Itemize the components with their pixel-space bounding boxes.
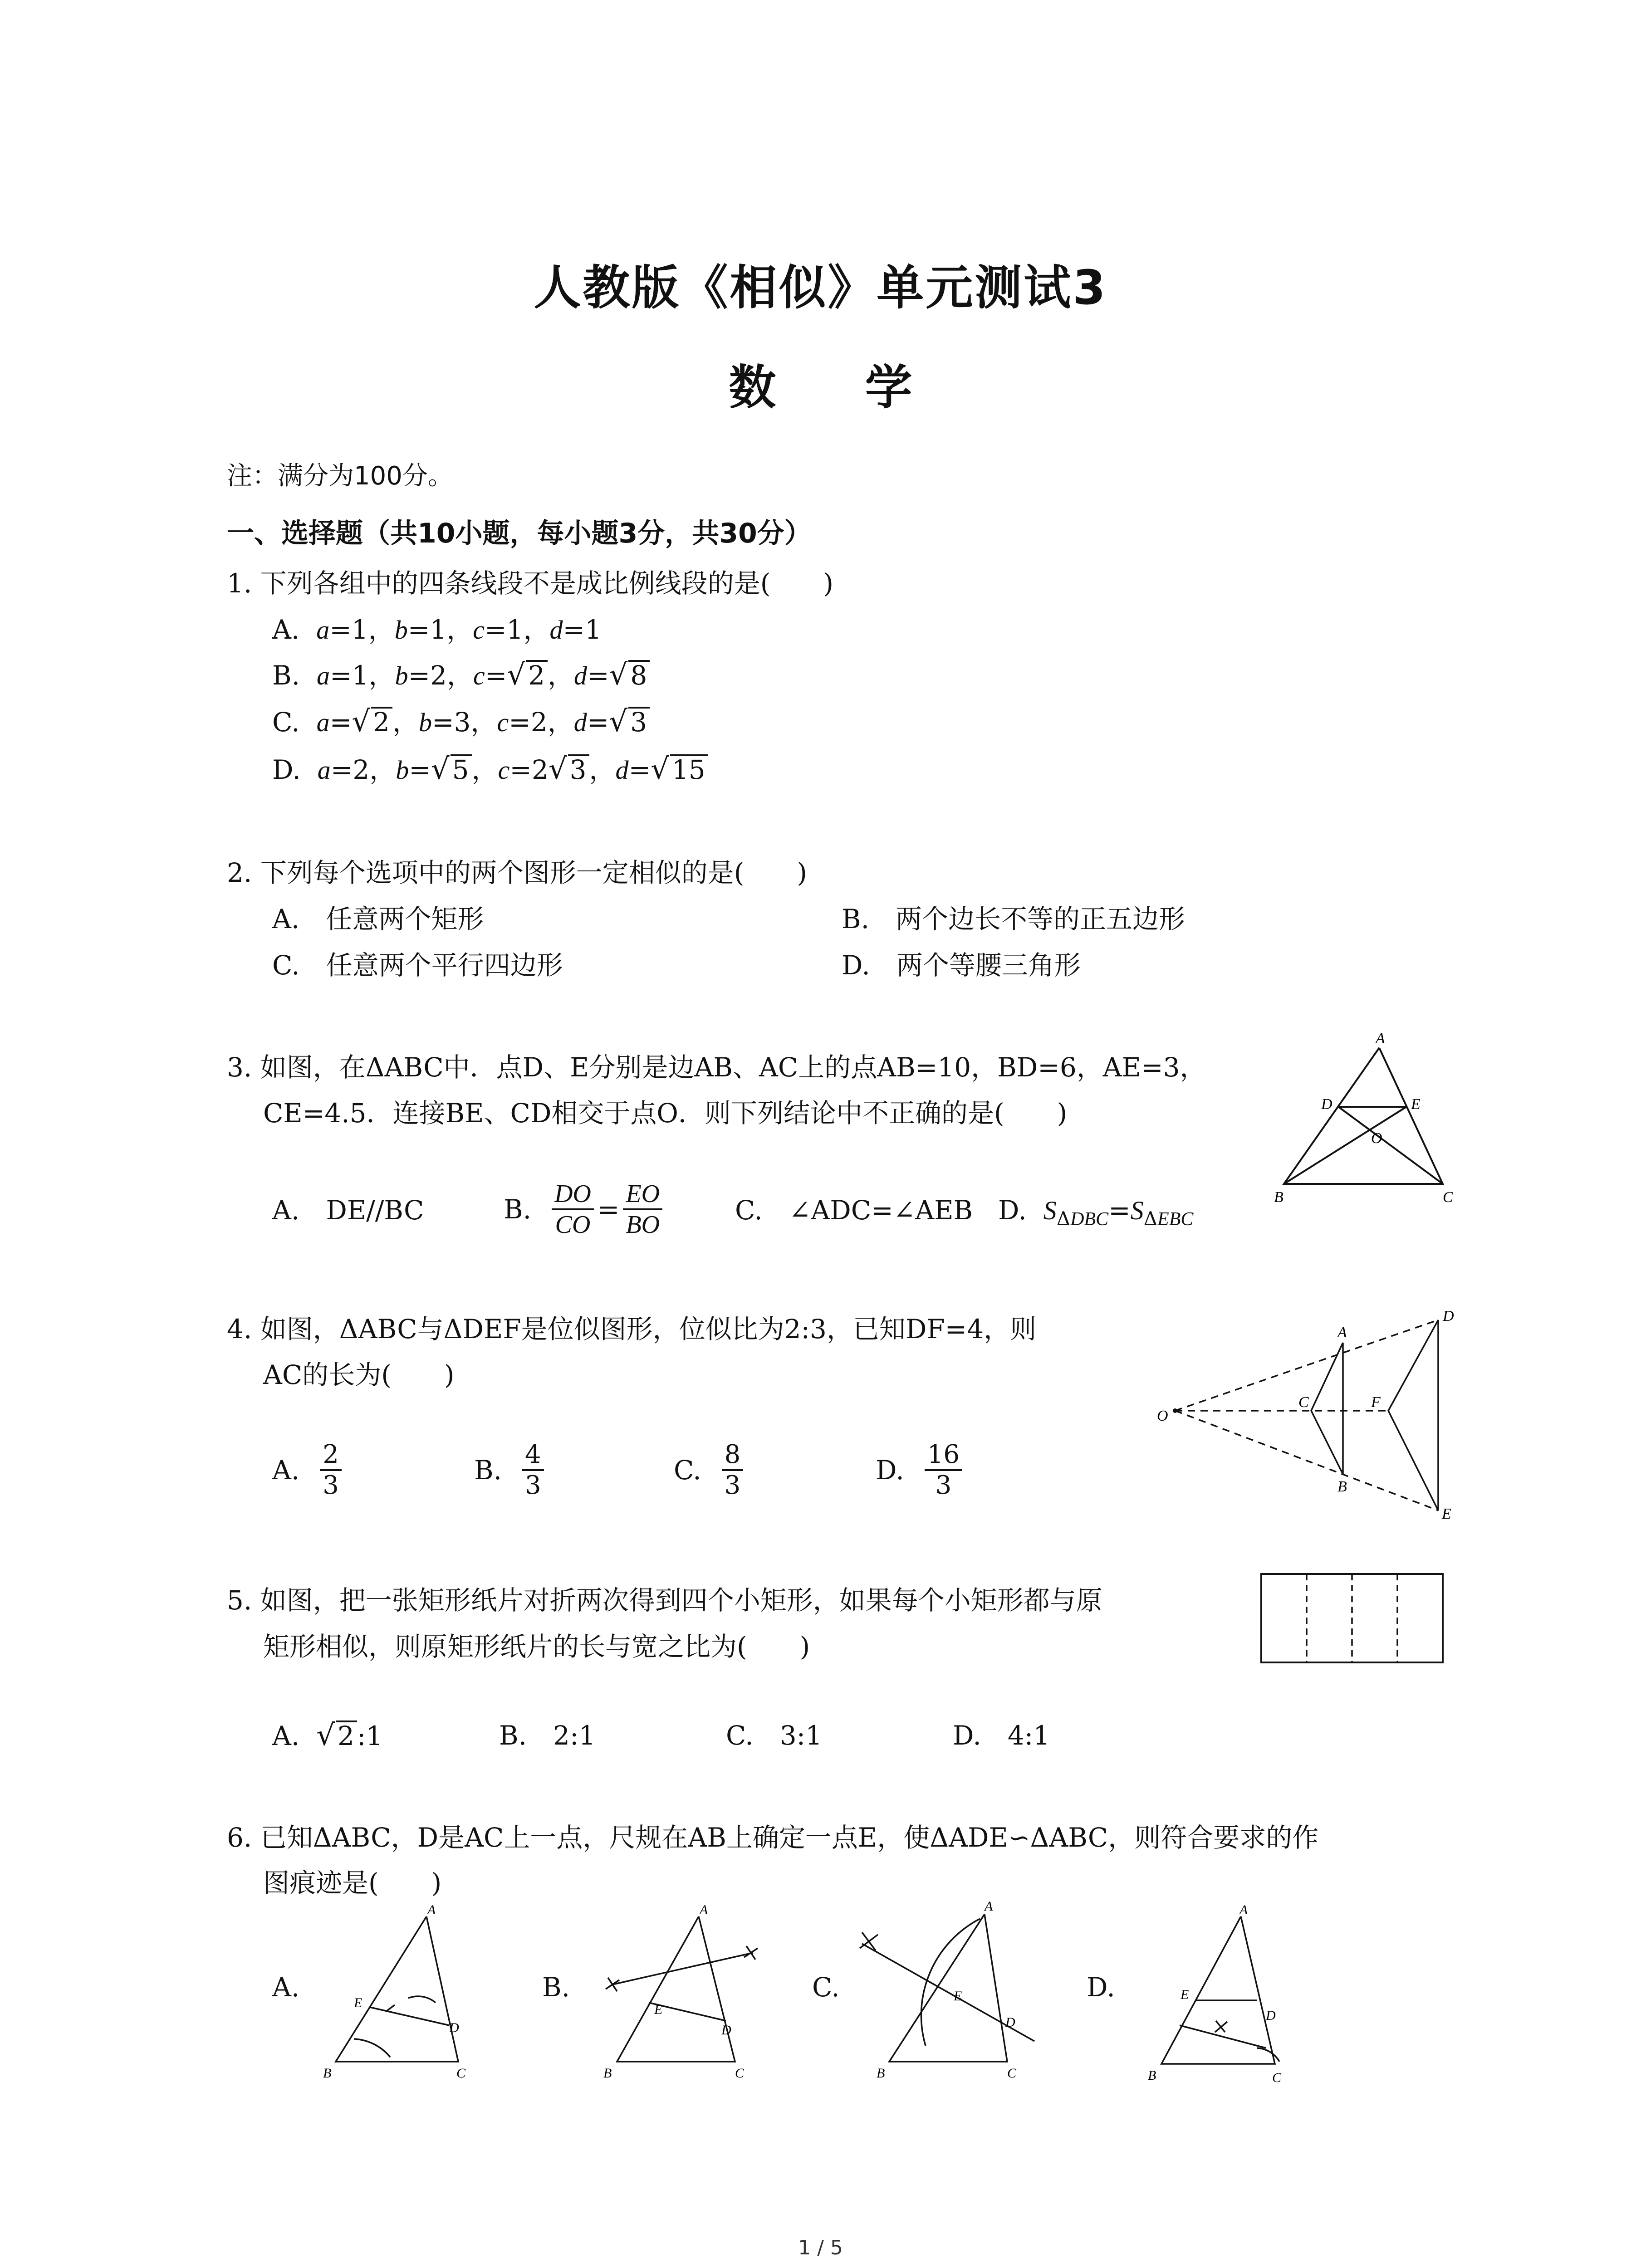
q4-option-b: B. $\frac{4}{3}$ bbox=[474, 1440, 548, 1500]
svg-text:C: C bbox=[456, 2066, 466, 2081]
q6-option-d-label: D. bbox=[1087, 1972, 1115, 2003]
svg-text:F: F bbox=[1371, 1394, 1381, 1411]
svg-text:D: D bbox=[449, 2020, 459, 2035]
q3-option-b: B. $\frac{DO}{CO}$ = $\frac{EO}{BO}$ bbox=[504, 1179, 666, 1239]
section-heading: 一、选择题（共10小题，每小题3分，共30分） bbox=[227, 518, 812, 549]
svg-text:E: E bbox=[354, 1995, 362, 2010]
q6-stem-line2: 图痕迹是( ) bbox=[263, 1867, 442, 1898]
q6-option-d-figure bbox=[1134, 1903, 1316, 2093]
q2-option-d: D. 两个等腰三角形 bbox=[842, 950, 1081, 981]
svg-text:D: D bbox=[1266, 2008, 1276, 2023]
svg-text:O: O bbox=[1157, 1408, 1168, 1424]
q1-d-label: D. bbox=[272, 754, 301, 785]
svg-text:C: C bbox=[1007, 2066, 1017, 2081]
q2-stem: 2. 下列每个选项中的两个图形一定相似的是( ) bbox=[227, 857, 808, 888]
svg-text:E: E bbox=[954, 1989, 962, 2004]
q2-option-c: C. 任意两个平行四边形 bbox=[272, 950, 563, 981]
svg-text:B: B bbox=[323, 2066, 332, 2081]
q6-option-c-figure bbox=[853, 1896, 1048, 2087]
svg-text:B: B bbox=[877, 2066, 885, 2081]
svg-text:A: A bbox=[700, 1903, 708, 1917]
q5-figure bbox=[1257, 1569, 1447, 1669]
q3-option-c: C. ∠ADC=∠AEB bbox=[735, 1195, 973, 1226]
q1-option-b: B. a=1，b=2，c=√ 2 ，d=√ 8 bbox=[272, 659, 650, 692]
page-title: 人教版《相似》单元测试3 bbox=[534, 260, 1107, 315]
svg-text:A: A bbox=[427, 1903, 436, 1917]
q4-d-label: D. bbox=[876, 1455, 904, 1486]
q1-option-a: A. a=1，b=1，c=1，d=1 bbox=[272, 614, 602, 645]
svg-text:E: E bbox=[1181, 1987, 1189, 2002]
svg-text:A: A bbox=[1239, 1903, 1248, 1917]
svg-text:B: B bbox=[1274, 1189, 1283, 1206]
q3-figure bbox=[1266, 1030, 1474, 1211]
q5-stem-line1: 5. 如图，把一张矩形纸片对折两次得到四个小矩形，如果每个小矩形都与原 bbox=[227, 1585, 1102, 1616]
q6-option-c-label: C. bbox=[812, 1972, 840, 2003]
q5-option-d: D. 4:1 bbox=[953, 1720, 1050, 1751]
q1-a-label: A. bbox=[272, 614, 300, 645]
q6-stem-line1: 6. 已知ΔABC，D是AC上一点，尺规在AB上确定一点E，使ΔADE∽ΔABC，则符合要求的作 bbox=[227, 1822, 1319, 1853]
q3-stem-line1: 3. 如图，在ΔABC中．点D、E分别是边AB、AC上的点AB=10，BD=6，AE=3， bbox=[227, 1052, 1206, 1083]
q3-option-a: A. DE//BC bbox=[272, 1195, 424, 1226]
q3-b-label: B. bbox=[504, 1194, 532, 1225]
q1-option-d: D. a=2，b=√ 5 ，c=2√ 3 ，d=√ 15 bbox=[272, 753, 708, 787]
q1-stem: 1. 下列各组中的四条线段不是成比例线段的是( ) bbox=[227, 568, 834, 599]
q6-option-b-label: B. bbox=[542, 1972, 570, 2003]
q4-stem-line1: 4. 如图，ΔABC与ΔDEF是位似图形，位似比为2:3，已知DF=4，则 bbox=[227, 1314, 1037, 1344]
svg-text:D: D bbox=[1321, 1096, 1332, 1113]
q4-option-d: D. $\frac{16}{3}$ bbox=[876, 1440, 966, 1500]
q3-d-label: D. bbox=[998, 1195, 1027, 1226]
q1-b-label: B. bbox=[272, 660, 300, 691]
q1-c-label: C. bbox=[272, 707, 300, 738]
page-subtitle: 数 学 bbox=[729, 360, 949, 415]
score-note: 注：满分为100分。 bbox=[227, 461, 453, 491]
svg-text:B: B bbox=[1148, 2068, 1156, 2083]
q1-option-c: C. a=√ 2 ，b=3，c=2，d=√ 3 bbox=[272, 705, 650, 739]
svg-text:C: C bbox=[735, 2066, 745, 2081]
svg-text:E: E bbox=[1442, 1505, 1451, 1520]
q4-figure bbox=[1148, 1302, 1474, 1520]
page-number: 1 / 5 bbox=[798, 2236, 843, 2259]
q2-option-a: A. 任意两个矩形 bbox=[272, 904, 484, 934]
q4-stem-line2: AC的长为( ) bbox=[263, 1359, 455, 1390]
q6-option-a-label: A. bbox=[272, 1972, 300, 2003]
q4-option-c: C. $\frac{8}{3}$ bbox=[674, 1440, 747, 1500]
svg-text:E: E bbox=[1411, 1096, 1421, 1113]
q4-c-label: C. bbox=[674, 1455, 701, 1486]
svg-text:D: D bbox=[1443, 1308, 1454, 1325]
q5-a-label: A. bbox=[272, 1721, 300, 1751]
q4-b-label: B. bbox=[474, 1455, 502, 1486]
q3-stem-line2: CE=4.5．连接BE、CD相交于点O．则下列结论中不正确的是( ) bbox=[263, 1098, 1068, 1129]
svg-text:C: C bbox=[1443, 1189, 1453, 1206]
svg-text:O: O bbox=[1371, 1130, 1382, 1147]
svg-text:A: A bbox=[1376, 1030, 1385, 1047]
q5-option-b: B. 2:1 bbox=[499, 1720, 596, 1751]
svg-text:E: E bbox=[654, 2002, 663, 2017]
svg-text:C: C bbox=[1298, 1394, 1309, 1411]
svg-text:B: B bbox=[1337, 1478, 1347, 1495]
q6-option-a-figure bbox=[313, 1903, 485, 2084]
svg-text:D: D bbox=[721, 2023, 731, 2038]
q4-a-label: A. bbox=[272, 1455, 300, 1486]
q5-stem-line2: 矩形相似，则原矩形纸片的长与宽之比为( ) bbox=[263, 1631, 810, 1662]
q6-option-b-figure bbox=[581, 1903, 776, 2084]
svg-text:D: D bbox=[1005, 2015, 1015, 2030]
q2-option-b: B. 两个边长不等的正五边形 bbox=[842, 904, 1185, 934]
svg-text:A: A bbox=[1337, 1324, 1347, 1341]
q5-option-c: C. 3:1 bbox=[726, 1720, 823, 1751]
q4-option-a: A. $\frac{2}{3}$ bbox=[272, 1440, 345, 1500]
q5-option-a: A. √ 2 :1 bbox=[272, 1719, 383, 1752]
q3-option-d: D. $S_{\Delta DBC}=S_{\Delta EBC}$ bbox=[998, 1195, 1194, 1230]
svg-text:A: A bbox=[985, 1899, 993, 1914]
svg-text:B: B bbox=[603, 2066, 612, 2081]
svg-text:C: C bbox=[1272, 2070, 1282, 2085]
